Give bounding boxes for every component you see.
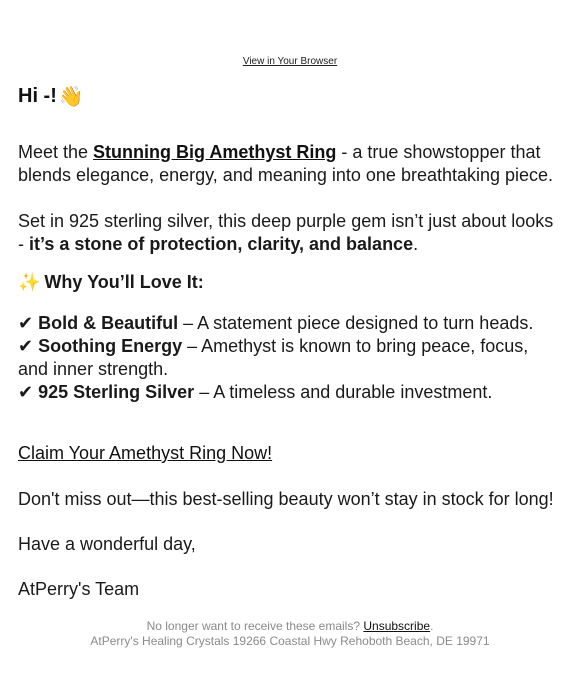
description-end: .: [413, 234, 419, 254]
why-heading-text: Why You’ll Love It:: [44, 272, 204, 292]
benefits-list: [18, 312, 563, 404]
benefit-text: – Amethyst is known to bring peace, focus, and inner strength.: [18, 336, 529, 379]
unsubscribe-row: [0, 619, 580, 634]
benefit-title: Soothing Energy: [38, 336, 183, 356]
benefit-text: – A timeless and durable investment.: [194, 382, 493, 402]
unsubscribe-link[interactable]: Unsubscribe: [363, 619, 431, 633]
view-in-browser-link[interactable]: View in Your Browser: [242, 56, 338, 67]
checkmark-icon: ✔: [18, 382, 34, 402]
unsubscribe-prefix: No longer want to receive these emails?: [146, 619, 364, 633]
description-bold: it’s a stone of protection, clarity, and balance: [29, 234, 414, 254]
why-heading: [18, 271, 563, 294]
description-paragraph: [18, 210, 563, 256]
intro-paragraph: [18, 141, 563, 187]
waving-hand-icon: 👋: [58, 86, 84, 108]
list-item: [18, 335, 563, 381]
urgency-text: Don't miss out—this best-selling beauty won’t stay in stock for long!: [18, 489, 554, 509]
benefit-title: 925 Sterling Silver: [38, 382, 195, 402]
view-in-browser-row: [0, 56, 580, 67]
intro-suffix: - a true showstopper that blends elegance, energy, and meaning into one breathtaking piece.: [18, 142, 554, 185]
footer: [0, 619, 580, 649]
list-item: [18, 381, 563, 404]
footer-address: AtPerry's Healing Crystals 19266 Coastal Hwy Rehoboth Beach, DE 19971: [90, 634, 490, 648]
claim-ring-link[interactable]: Claim Your Amethyst Ring Now!: [18, 443, 273, 463]
list-item: [18, 312, 563, 335]
signoff-text: Have a wonderful day,: [18, 534, 196, 554]
intro-prefix: Meet the: [18, 142, 94, 162]
benefit-title: Bold & Beautiful: [38, 313, 179, 333]
unsubscribe-suffix: .: [430, 619, 434, 633]
checkmark-icon: ✔: [18, 313, 34, 333]
checkmark-icon: ✔: [18, 336, 34, 356]
product-link[interactable]: Stunning Big Amethyst Ring: [93, 142, 337, 162]
signature-text: AtPerry's Team: [18, 579, 140, 599]
benefit-text: – A statement piece designed to turn heads.: [178, 313, 534, 333]
cta-row: [18, 442, 563, 465]
greeting: [18, 84, 84, 109]
greeting-text: Hi -!: [18, 85, 57, 107]
sparkles-icon: ✨: [18, 272, 41, 292]
description-text: Set in 925 sterling silver, this deep purple gem isn’t just about looks -: [18, 211, 554, 254]
